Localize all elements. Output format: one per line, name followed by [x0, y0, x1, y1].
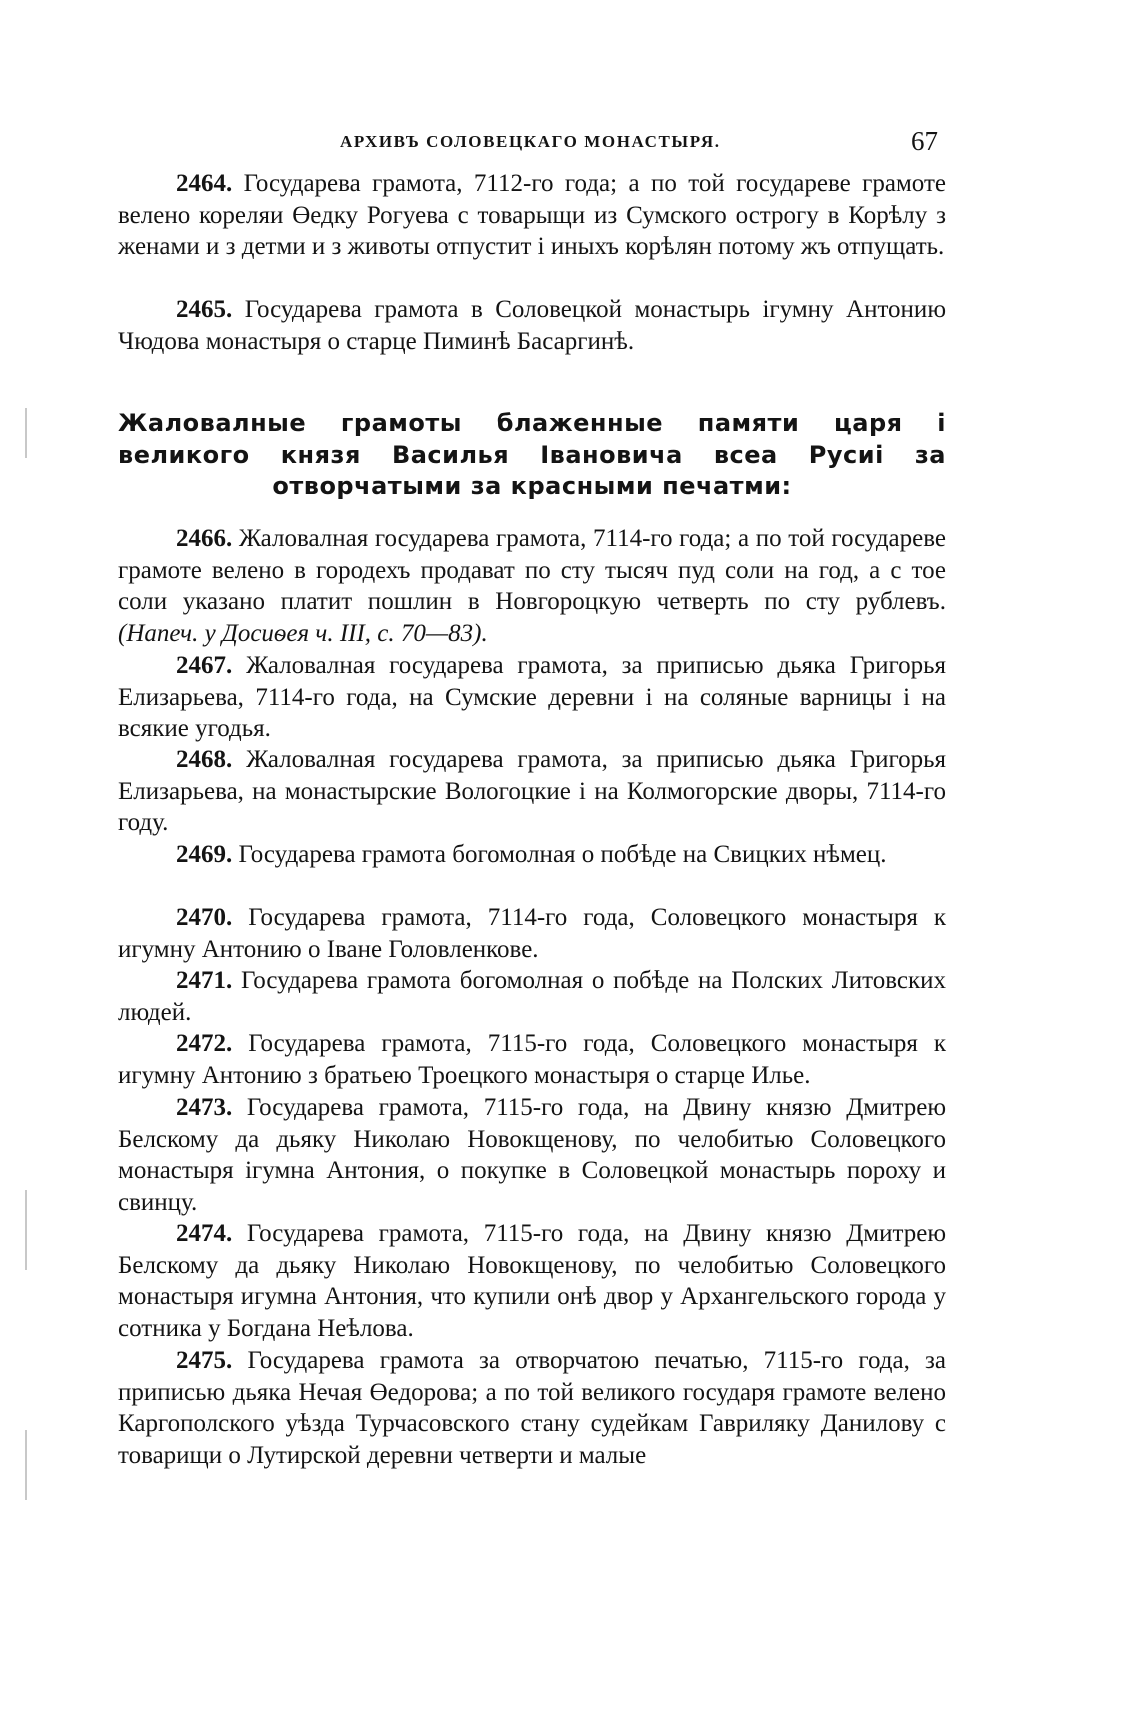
citation: (Напеч. у Досиѳея ч. III, с. 70—83).: [118, 619, 488, 647]
entry-text: Жаловалная государева грамота, за приписью дьяка Григорья Елизарьева, на монастырские Вологоцкие і на Колмогорские дворы, 7114-го году.: [118, 746, 947, 837]
entry-text: Государева грамота за отворчатою печатью, 7115-го года, за приписью дьяка Нечая Өедорова; а по той великого государя грамоте велено Каргополского уѣзда Турчасовского стану судейкам Гавриляку Данилову с товарищи о Лутирской деревни четверти и малые: [118, 1347, 947, 1469]
margin-line: [25, 1430, 27, 1500]
entry-2473: [118, 1092, 946, 1218]
entry-text: Жаловалная государева грамота, за приписью дьяка Григорья Елизарьева, 7114-го года, на Сумские деревни і на соляные варницы і на всякие угодья.: [118, 652, 947, 743]
entry-number: 2471.: [176, 967, 233, 994]
entry-number: 2465.: [176, 296, 233, 323]
entry-number: 2466.: [176, 525, 233, 552]
entry-2468: [118, 744, 946, 839]
entry-text: Государева грамота, 7115-го года, Соловецкого монастыря к игумну Антонию з братьею Троецкого монастыря о старце Илье.: [118, 1030, 947, 1089]
entry-2467: [118, 650, 946, 745]
entry-text: Государева грамота, 7115-го года, на Двину князю Дмитрею Белскому да дьяку Николаю Новокщенову, по челобитью Соловецкого монастыря ігумна Антония, о покупке в Соловецкой монастырь пороху и свинцу.: [118, 1094, 946, 1216]
entry-number: 2474.: [176, 1220, 233, 1247]
page-number: 67: [911, 126, 938, 156]
entry-text: Государева грамота, 7114-го года, Соловецкого монастыря к игумну Антонию о Іване Головленкове.: [118, 904, 947, 963]
entry-2469: [118, 839, 946, 871]
entry-2471: [118, 965, 946, 1028]
entry-number: 2475.: [176, 1347, 233, 1374]
entry-2475: [118, 1345, 946, 1471]
entry-number: 2464.: [176, 170, 233, 197]
entry-number: 2470.: [176, 904, 233, 931]
entry-number: 2469.: [176, 841, 233, 868]
entry-2472: [118, 1028, 946, 1091]
running-head: [118, 128, 946, 162]
entry-2466: [118, 523, 946, 649]
section-heading: Жаловалные грамоты блаженные памяти царя і великого князя Василья Івановича всеа Русиі за отворчатыми за красными печатми:: [118, 409, 946, 500]
entry-number: 2472.: [176, 1030, 233, 1057]
entry-text: Жаловалная государева грамота, 7114-го года; а по той государеве грамоте велено в городехъ продават по сту тысяч пуд соли на год, а с тое соли указано платит пошлин в Новгороцкую четверть по сту рублевъ.: [118, 525, 947, 616]
entry-text: Государева грамота в Соловецкой монастырь ігумну Антонию Чюдова монастыря о старце Пиминѣ Басаргинѣ.: [118, 296, 946, 355]
entry-text: Государева грамота богомолная о побѣде на Свицких нѣмец.: [238, 841, 887, 868]
entry-text: Государева грамота, 7115-го года, на Двину князю Дмитрею Белскому да дьяку Николаю Новокщенову, по челобитью Соловецкого монастыря игумна Антония, что купили онѣ двор у Архангельского города у сотника у Богдана Неѣлова.: [118, 1220, 946, 1342]
margin-line: [25, 408, 27, 458]
entry-2474: [118, 1218, 946, 1344]
margin-line: [25, 1190, 27, 1270]
entry-2465: [118, 294, 946, 357]
entry-2464: [118, 168, 946, 263]
entry-2470: [118, 902, 946, 965]
entry-number: 2473.: [176, 1094, 233, 1121]
running-title: АРХИВЪ СОЛОВЕЦКАГО МОНАСТЫРЯ.: [340, 132, 721, 151]
entry-number: 2467.: [176, 652, 233, 679]
entry-number: 2468.: [176, 746, 233, 773]
entry-text: Государева грамота богомолная о побѣде на Полских Литовских людей.: [118, 967, 947, 1026]
entry-text: Государева грамота, 7112-го года; а по той государеве грамоте велено кореляи Өедку Рогуева с товарыщи из Сумского острогу в Корѣлу з женами и з детми и з животы отпустит і иныхъ корѣлян потому жъ отпущать.: [118, 170, 946, 261]
